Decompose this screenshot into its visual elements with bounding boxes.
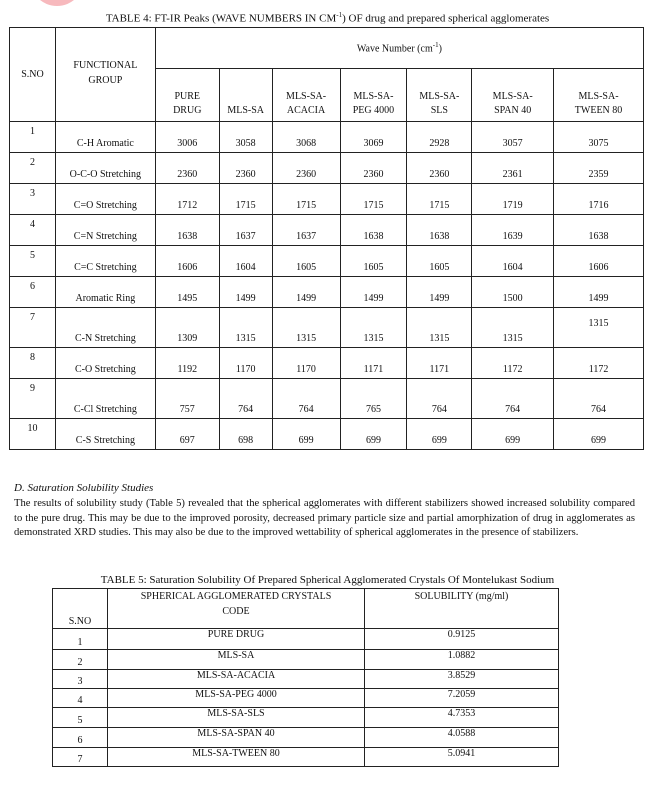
wave-number-cell: 1604	[219, 246, 272, 277]
wave-number-cell: 3069	[340, 122, 407, 153]
wave-number-cell: 1500	[472, 277, 554, 308]
functional-group-cell: C-S Stretching	[55, 419, 155, 450]
wave-number-cell: 1499	[407, 277, 472, 308]
functional-group-cell: C=C Stretching	[55, 246, 155, 277]
wave-number-cell: 1716	[554, 184, 644, 215]
sno-cell: 1	[53, 629, 108, 650]
wave-number-cell: 1315	[340, 308, 407, 348]
wave-number-cell: 1605	[340, 246, 407, 277]
crystal-code-cell: PURE DRUG	[108, 629, 365, 650]
wave-column-header-line: TWEEN 80	[574, 105, 623, 116]
wave-number-cell: 1499	[340, 277, 407, 308]
wave-number-cell: 3075	[554, 122, 644, 153]
table-row	[53, 629, 559, 650]
solubility-table	[52, 588, 559, 767]
wave-number-cell: 764	[219, 379, 272, 419]
wave-number-header-text: Wave Number (cm	[356, 43, 433, 55]
solubility-cell: 3.8529	[365, 670, 559, 689]
wave-column-header	[340, 69, 407, 122]
sno-cell: 3	[53, 670, 108, 689]
sno-cell: 9	[10, 379, 56, 419]
wave-column-header-line: MLS-SA-	[492, 91, 533, 102]
table4-caption-superscript: -1	[336, 11, 343, 19]
sno-header: S.NO	[53, 589, 108, 629]
wave-column-header-line: MLS-SA-	[419, 91, 460, 102]
wave-column-header	[554, 69, 644, 122]
solubility-cell: 7.2059	[365, 689, 559, 708]
table-row	[10, 184, 644, 215]
wave-number-cell: 1170	[272, 348, 340, 379]
wave-number-cell: 1639	[472, 215, 554, 246]
wave-number-cell: 1315	[219, 308, 272, 348]
sno-cell: 5	[10, 246, 56, 277]
solubility-cell: 5.0941	[365, 748, 559, 767]
wave-number-cell: 2359	[554, 153, 644, 184]
wave-number-cell: 698	[219, 419, 272, 450]
wave-column-header	[219, 69, 272, 122]
functional-group-cell: Aromatic Ring	[55, 277, 155, 308]
page-corner-decoration	[30, 0, 84, 6]
wave-number-cell: 2361	[472, 153, 554, 184]
table-row	[10, 246, 644, 277]
functional-group-cell: C=O Stretching	[55, 184, 155, 215]
table-row	[53, 670, 559, 689]
wave-number-cell: 1495	[155, 277, 219, 308]
table4-caption-suffix: ) OF drug and prepared spherical agglomerates	[342, 12, 550, 25]
wave-number-cell: 1715	[272, 184, 340, 215]
wave-number-cell: 1605	[407, 246, 472, 277]
functional-group-cell: C-N Stretching	[55, 308, 155, 348]
table-row	[10, 122, 644, 153]
functional-group-cell: C-O Stretching	[55, 348, 155, 379]
wave-number-cell: 1637	[272, 215, 340, 246]
wave-number-cell: 764	[407, 379, 472, 419]
wave-number-cell: 1315	[407, 308, 472, 348]
crystals-code-header-line1: SPHERICAL AGGLOMERATED CRYSTALS	[140, 591, 332, 602]
crystal-code-cell: MLS-SA-PEG 4000	[108, 689, 365, 708]
table-row	[53, 689, 559, 708]
sno-cell: 3	[10, 184, 56, 215]
wave-number-cell: 3058	[219, 122, 272, 153]
section-heading: D. Saturation Solubility Studies	[14, 482, 154, 494]
solubility-cell: 0.9125	[365, 629, 559, 650]
wave-number-cell: 1638	[340, 215, 407, 246]
sno-cell: 10	[10, 419, 56, 450]
table4-caption-text: TABLE 4: FT-IR Peaks (WAVE NUMBERS IN CM	[105, 12, 337, 25]
sno-cell: 6	[53, 728, 108, 748]
sno-cell: 7	[10, 308, 56, 348]
solubility-cell: 1.0882	[365, 650, 559, 670]
table-row	[10, 348, 644, 379]
wave-number-cell: 1315	[272, 308, 340, 348]
wave-number-cell: 764	[472, 379, 554, 419]
sno-cell: 4	[53, 689, 108, 708]
wave-number-cell: 699	[472, 419, 554, 450]
table-row	[53, 728, 559, 748]
wave-column-header-line: ACACIA	[286, 105, 326, 116]
wave-number-cell: 1315	[472, 308, 554, 348]
wave-number-cell: 765	[340, 379, 407, 419]
table4-caption	[0, 11, 655, 25]
wave-column-header-line: MLS-SA-	[286, 91, 327, 102]
wave-number-cell: 1712	[155, 184, 219, 215]
wave-column-header	[472, 69, 554, 122]
section-paragraph: The results of solubility study (Table 5) revealed that the spherical agglomerates with different stabilizers showed increased solubility compared to the pure drug. This may be due to the improved porosity, decreased primary particle size and partial amorphization of drug in agglomerates as demonstrated XRD studies. This may also be due to the improved wettability of spherical agglomerates in the presence of stabilizers.	[14, 498, 635, 538]
table-row	[53, 708, 559, 728]
wave-number-cell: 2360	[340, 153, 407, 184]
wave-number-cell: 2360	[272, 153, 340, 184]
wave-number-cell: 699	[407, 419, 472, 450]
wave-column-header-line: PEG 4000	[352, 105, 395, 116]
table-row	[10, 153, 644, 184]
wave-number-cell: 1172	[472, 348, 554, 379]
wave-number-cell: 2360	[155, 153, 219, 184]
sno-cell: 8	[10, 348, 56, 379]
wave-number-header-suffix: )	[438, 43, 442, 55]
sno-cell: 1	[10, 122, 56, 153]
ftir-peaks-table	[9, 27, 644, 450]
wave-number-cell: 764	[272, 379, 340, 419]
wave-number-cell: 3068	[272, 122, 340, 153]
wave-number-cell: 1606	[155, 246, 219, 277]
wave-number-header	[155, 28, 643, 69]
wave-number-cell: 1715	[219, 184, 272, 215]
solubility-cell: 4.0588	[365, 728, 559, 748]
wave-number-cell: 1605	[272, 246, 340, 277]
table5-caption: TABLE 5: Saturation Solubility Of Prepared Spherical Agglomerated Crystals Of Montelukast Sodium	[100, 574, 555, 586]
wave-number-cell: 1192	[155, 348, 219, 379]
wave-number-cell: 699	[554, 419, 644, 450]
wave-number-cell: 699	[340, 419, 407, 450]
wave-column-header-line: SLS	[430, 105, 448, 116]
sno-cell: 7	[53, 748, 108, 767]
wave-number-cell: 1638	[155, 215, 219, 246]
wave-column-header	[272, 69, 340, 122]
sno-header: S.NO	[10, 28, 56, 122]
crystal-code-cell: MLS-SA	[108, 650, 365, 670]
wave-number-cell: 1637	[219, 215, 272, 246]
crystal-code-cell: MLS-SA-SLS	[108, 708, 365, 728]
wave-number-cell: 764	[554, 379, 644, 419]
wave-number-cell: 2360	[219, 153, 272, 184]
table-row	[10, 215, 644, 246]
wave-number-cell: 1172	[554, 348, 644, 379]
wave-number-cell: 1715	[340, 184, 407, 215]
wave-number-cell: 699	[272, 419, 340, 450]
table-row	[10, 308, 644, 348]
table-row	[10, 419, 644, 450]
wave-column-header-line: SPAN 40	[494, 105, 532, 116]
wave-number-cell: 1499	[272, 277, 340, 308]
functional-group-header-line2: GROUP	[88, 75, 123, 86]
wave-number-cell: 3057	[472, 122, 554, 153]
wave-column-header	[407, 69, 472, 122]
wave-number-cell: 1171	[340, 348, 407, 379]
table-row	[10, 379, 644, 419]
wave-number-cell: 1604	[472, 246, 554, 277]
wave-number-cell: 3006	[155, 122, 219, 153]
sno-cell: 6	[10, 277, 56, 308]
wave-number-cell: 1719	[472, 184, 554, 215]
wave-column-header	[155, 69, 219, 122]
crystal-code-cell: MLS-SA-TWEEN 80	[108, 748, 365, 767]
wave-number-cell: 1638	[407, 215, 472, 246]
table-row	[53, 748, 559, 767]
wave-number-cell: 1499	[554, 277, 644, 308]
wave-number-cell: 697	[155, 419, 219, 450]
wave-column-header-line: MLS-SA-	[353, 91, 394, 102]
wave-number-cell: 2928	[407, 122, 472, 153]
sno-cell: 5	[53, 708, 108, 728]
crystals-code-header-line2: CODE	[222, 606, 250, 617]
functional-group-cell: C=N Stretching	[55, 215, 155, 246]
wave-number-cell: 1315	[554, 308, 644, 348]
wave-column-header-line: MLS-SA-	[578, 91, 619, 102]
wave-number-cell: 1309	[155, 308, 219, 348]
crystals-code-header	[108, 589, 365, 629]
table-row	[53, 650, 559, 670]
functional-group-header	[55, 28, 155, 122]
functional-group-cell: C-H Aromatic	[55, 122, 155, 153]
wave-number-cell: 1606	[554, 246, 644, 277]
wave-number-cell: 1499	[219, 277, 272, 308]
solubility-cell: 4.7353	[365, 708, 559, 728]
functional-group-header-line1: FUNCTIONAL	[73, 60, 138, 71]
sno-cell: 2	[10, 153, 56, 184]
wave-number-cell: 1171	[407, 348, 472, 379]
wave-number-cell: 1638	[554, 215, 644, 246]
sno-cell: 2	[53, 650, 108, 670]
crystal-code-cell: MLS-SA-ACACIA	[108, 670, 365, 689]
wave-number-cell: 2360	[407, 153, 472, 184]
functional-group-cell: O-C-O Stretching	[55, 153, 155, 184]
wave-column-header-line: PURE	[174, 91, 201, 102]
wave-number-cell: 757	[155, 379, 219, 419]
table-row	[10, 277, 644, 308]
wave-number-cell: 1170	[219, 348, 272, 379]
wave-column-header-line: MLS-SA	[227, 105, 264, 116]
solubility-header: SOLUBILITY (mg/ml)	[365, 589, 559, 629]
wave-number-header-superscript: -1	[432, 41, 439, 50]
sno-cell: 4	[10, 215, 56, 246]
wave-column-header-line: DRUG	[173, 105, 202, 116]
crystal-code-cell: MLS-SA-SPAN 40	[108, 728, 365, 748]
functional-group-cell: C-Cl Stretching	[55, 379, 155, 419]
wave-number-cell: 1715	[407, 184, 472, 215]
